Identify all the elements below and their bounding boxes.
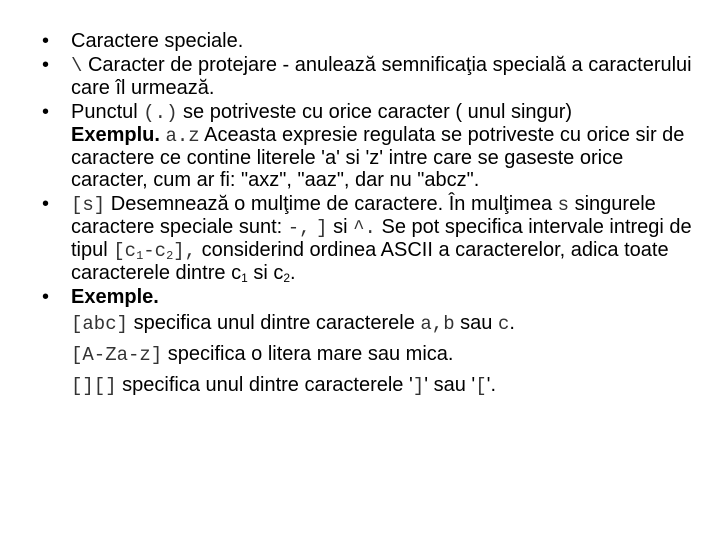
bullet-icon: •	[42, 54, 50, 76]
example-text: sau	[454, 312, 498, 334]
list-item-special-chars	[0, 30, 720, 52]
subscript: 2	[283, 271, 291, 285]
code-example: [A-Za-z]	[71, 344, 163, 366]
list-item-examples	[0, 286, 720, 401]
list-item-dot	[0, 101, 720, 191]
code-range	[113, 240, 196, 262]
bullet-list	[0, 30, 720, 403]
subscript: 1	[241, 271, 248, 285]
code-chars: c	[497, 313, 510, 335]
item-text: Se pot specifica intervale intregi de tipul	[71, 216, 692, 261]
example-label: Exemplu.	[71, 124, 160, 146]
example-text: ' sau '	[424, 374, 476, 396]
code-caret: ^.	[353, 217, 376, 239]
example-text: Aceasta expresie regulata se potriveste cu orice sir de caractere ce contine literele 'a' si 'z' intre care se gaseste orice caracter, cum ar fi: "axz", "aaz", dar nu "abcz".	[71, 124, 685, 191]
example-line	[71, 308, 700, 339]
code-bracket: ]	[316, 217, 328, 239]
list-item-set	[0, 193, 720, 284]
example-text: specifica unul dintre caracterele	[128, 312, 421, 334]
item-text: se potriveste cu orice caracter ( unul singur)	[177, 101, 573, 123]
item-text: si	[327, 216, 354, 238]
code-chars: [	[475, 375, 487, 397]
bullet-icon: •	[42, 30, 50, 52]
example-text: specifica unul dintre caracterele '	[116, 374, 413, 396]
subscript: 1	[136, 249, 144, 263]
example-text: .	[509, 312, 515, 334]
example-line	[71, 370, 700, 401]
item-text: Desemnează o mulţime de caractere. În mulţimea	[105, 193, 558, 215]
code-chars: a,b	[420, 313, 455, 335]
code-part: -c	[143, 240, 167, 262]
code-dash: -,	[287, 217, 311, 239]
code-part: ],	[173, 240, 197, 262]
code-set: [s]	[71, 194, 106, 216]
code-part: [c	[113, 240, 137, 262]
item-text: Caracter de protejare - anulează semnificaţia specială a caracterului care îl urmează.	[71, 54, 692, 99]
code-dot: (.)	[143, 102, 178, 124]
code-example: [][]	[71, 375, 117, 397]
example-line	[71, 339, 700, 370]
example-text: specifica o litera mare sau mica.	[162, 343, 454, 365]
item-text: considerind ordinea ASCII a caracterelor, adica toate caracterele dintre c	[71, 239, 669, 284]
code-example: [abc]	[71, 313, 129, 335]
item-text: .	[290, 262, 296, 284]
example-text: '.	[486, 374, 496, 396]
code-example: a.z	[165, 125, 200, 147]
code-s: s	[557, 194, 570, 216]
subscript: 2	[166, 249, 174, 263]
item-text: singurele caractere speciale sunt:	[71, 193, 656, 238]
bullet-icon: •	[42, 286, 50, 308]
bullet-icon: •	[42, 101, 50, 123]
item-text: Punctul	[71, 101, 144, 123]
item-text: Caractere speciale.	[71, 30, 244, 52]
code-backslash: \	[71, 55, 83, 77]
code-chars: ]	[412, 375, 425, 397]
examples-label: Exemple.	[71, 286, 159, 308]
bullet-icon: •	[42, 193, 50, 215]
list-item-backslash	[0, 54, 720, 99]
item-text: si c	[247, 262, 284, 284]
